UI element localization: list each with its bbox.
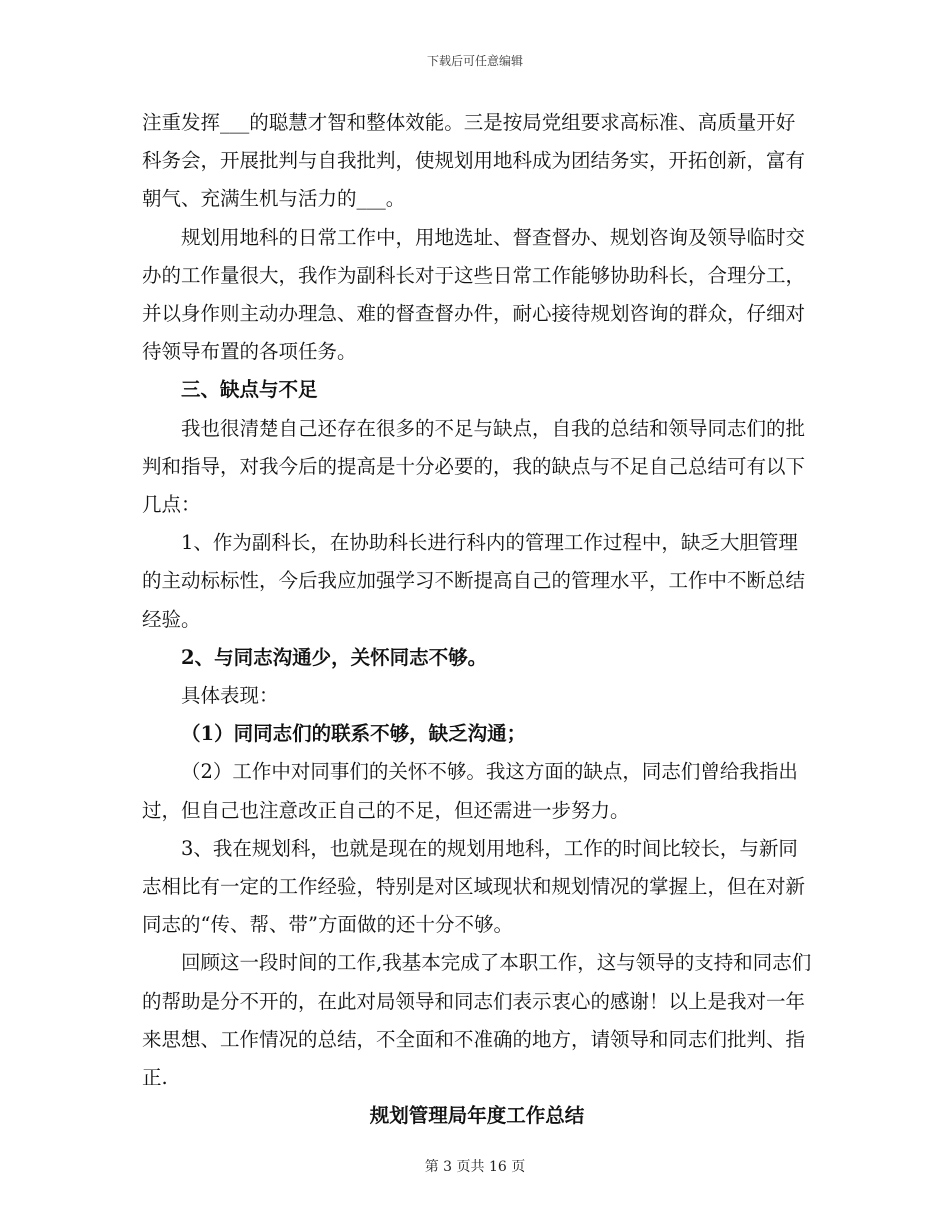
- document-title: 规划管理局年度工作总结: [369, 1104, 585, 1128]
- paragraph-subpoint-2: （2）工作中对同事们的关怀不够。我这方面的缺点，同志们曾给我指出过，但自己也注意改正自己的不足，但还需进一步努力。: [142, 760, 798, 822]
- paragraph-point-3: 3、我在规划科，也就是现在的规划用地科，工作的时间比较长，与新同志相比有一定的工作经验，特别是对区域现状和规划情况的掌握上，但在对新同志的“传、帮、带”方面做的还十分不够。: [142, 836, 806, 937]
- document-body: [142, 104, 812, 1135]
- paragraph-continuation: 注重发挥___的聪慧才智和整体效能。三是按局党组要求高标准、高质量开好科务会，开展批判与自我批判，使规划用地科成为团结务实，开拓创新，富有朝气、充满生机与活力的___。: [142, 111, 806, 211]
- paragraph-self-awareness: 我也很清楚自己还存在很多的不足与缺点，自我的总结和领导同志们的批判和指导，对我今后的提高是十分必要的，我的缺点与不足自己总结可有以下几点：: [142, 416, 806, 517]
- page-header: 下载后可任意编辑: [426, 54, 523, 68]
- paragraph-specific-performance: 具体表现：: [181, 684, 279, 708]
- paragraph-daily-work: 规划用地科的日常工作中，用地选址、督查督办、规划咨询及领导临时交办的工作量很大，我作为副科长对于这些日常工作能够协助科长，合理分工，并以身作则主动办理急、难的督查督办件，耐心接待规划咨询的群众，仔细对待领导布置的各项任务。: [142, 225, 806, 364]
- section-heading-shortcomings: 三、缺点与不足: [181, 378, 318, 402]
- paragraph-subpoint-1: （1）同同志们的联系不够，缺乏沟通；: [181, 722, 527, 746]
- paragraph-point-2-heading: 2、与同志沟通少，关怀同志不够。: [181, 645, 488, 669]
- paragraph-point-1: 1、作为副科长，在协助科长进行科内的管理工作过程中，缺乏大胆管理的主动标标性，今后我应加强学习不断提高自己的管理水平，工作中不断总结经验。: [142, 531, 806, 631]
- paragraph-closing: 回顾这一段时间的工作,我基本完成了本职工作，这与领导的支持和同志们的帮助是分不开的，在此对局领导和同志们表示衷心的感谢！以上是我对一年来思想、工作情况的总结，不全面和不准确的地方，请领导和同志们批判、指正.: [142, 951, 812, 1090]
- page-footer: 第 3 页共 16 页: [424, 1159, 526, 1175]
